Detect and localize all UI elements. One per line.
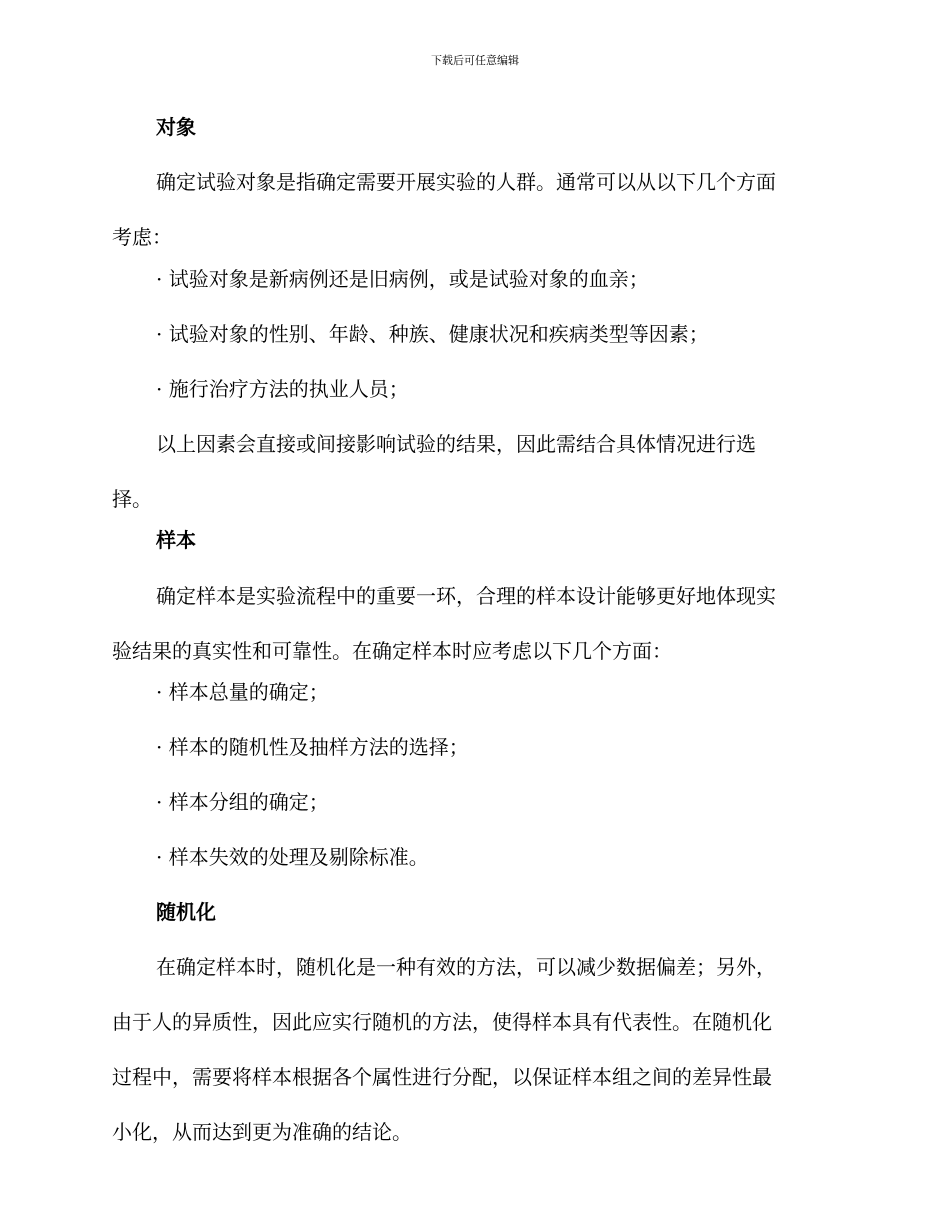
sample-intro-paragraph: [112, 582, 834, 665]
paragraph-line: 确定样本是实验流程中的重要一环，合理的样本设计能够更好地体现实: [156, 584, 776, 608]
subjects-bullet-item: · 施行治疗方法的执业人员；: [156, 377, 409, 401]
paragraph-line: 由于人的异质性，因此应实行随机的方法，使得样本具有代表性。在随机化: [112, 1010, 772, 1034]
paragraph-line: 择。: [112, 487, 152, 511]
sample-bullet-item: · 样本分组的确定；: [156, 790, 329, 814]
paragraph-line: 以上因素会直接或间接影响试验的结果，因此需结合具体情况进行选: [156, 432, 756, 456]
subjects-bullet-item: · 试验对象的性别、年龄、种族、健康状况和疾病类型等因素；: [156, 322, 709, 346]
subjects-bullet-item: · 试验对象是新病例还是旧病例，或是试验对象的血亲；: [156, 267, 649, 291]
subjects-conclusion-paragraph: [112, 430, 834, 513]
paragraph-line: 小化，从而达到更为准确的结论。: [112, 1120, 412, 1144]
paragraph-line: 在确定样本时，随机化是一种有效的方法，可以减少数据偏差；另外，: [156, 955, 776, 979]
subjects-intro-paragraph: [112, 168, 834, 251]
paragraph-line: 验结果的真实性和可靠性。在确定样本时应考虑以下几个方面：: [112, 639, 672, 663]
section-heading-sample: 样本: [156, 528, 196, 552]
page-header: 下载后可任意编辑: [431, 54, 519, 67]
paragraph-line: 考虑：: [112, 225, 172, 249]
paragraph-line: 过程中，需要将样本根据各个属性进行分配，以保证样本组之间的差异性最: [112, 1065, 772, 1089]
sample-bullet-item: · 样本失效的处理及剔除标准。: [156, 845, 429, 869]
section-heading-subjects: 对象: [156, 115, 196, 139]
randomization-paragraph: [112, 953, 834, 1146]
section-heading-randomization: 随机化: [156, 900, 216, 924]
sample-bullet-item: · 样本的随机性及抽样方法的选择；: [156, 735, 469, 759]
paragraph-line: 确定试验对象是指确定需要开展实验的人群。通常可以从以下几个方面: [156, 170, 776, 194]
sample-bullet-item: · 样本总量的确定；: [156, 680, 329, 704]
